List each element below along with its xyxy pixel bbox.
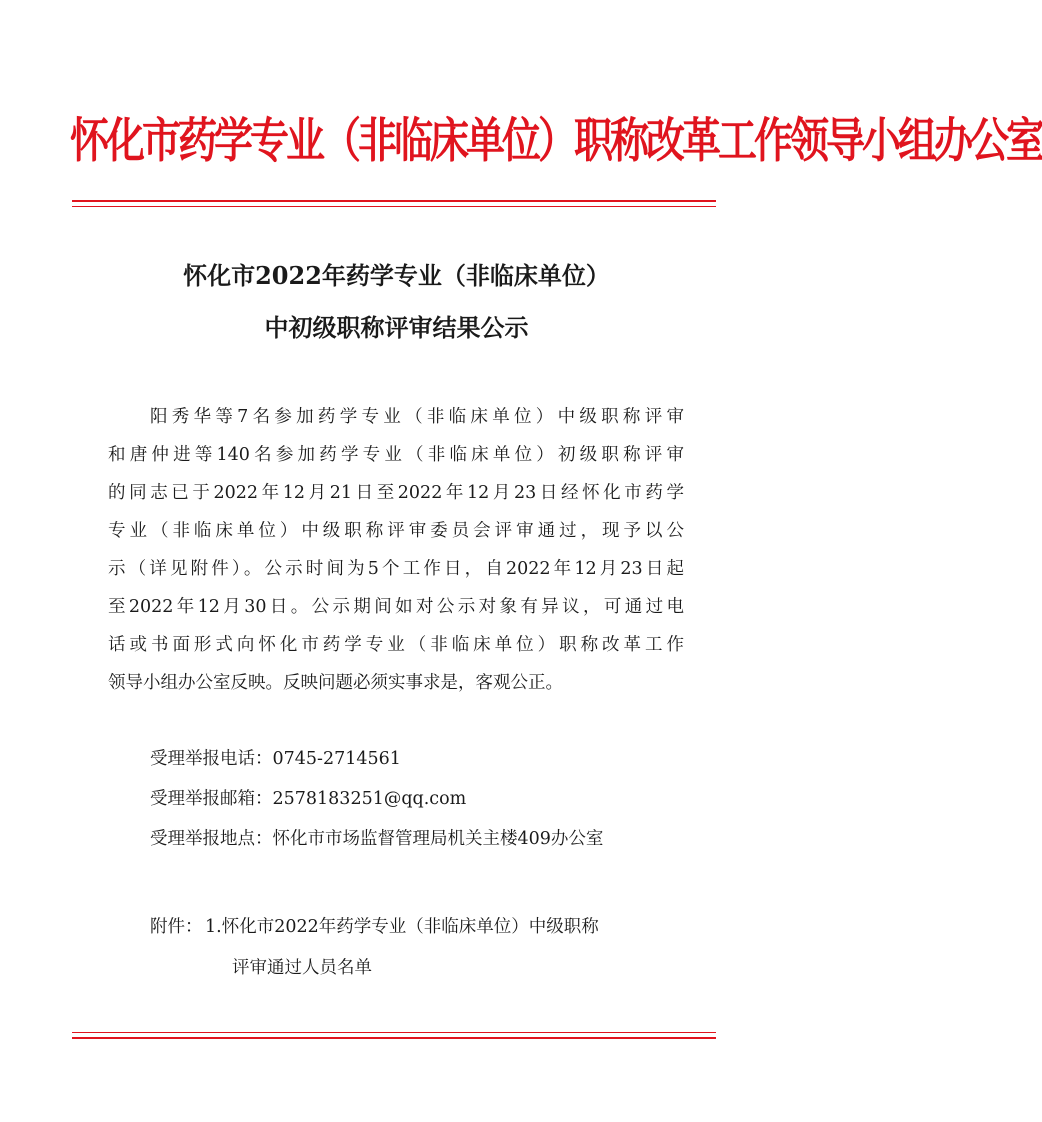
document-title-line-1: 怀化市2022年药学专业（非临床单位）	[183, 261, 610, 290]
contact-phone: 受理举报电话：0745-2714561	[150, 749, 401, 769]
body-line-8: 领导小组办公室反映。反映问题必须实事求是，客观公正。	[108, 673, 563, 693]
header-rule-thick	[72, 200, 716, 202]
attachment-item-1-line-1: 1.怀化市2022年药学专业（非临床单位）中级职称	[205, 917, 599, 937]
header-org-name: 怀化市药学专业（非临床单位）职称改革工作领导小组办公室	[70, 114, 1042, 169]
body-line-6: 至2022年12月30日。公示期间如对公示对象有异议，可通过电	[108, 597, 684, 617]
body-line-4: 专业（非临床单位）中级职称评审委员会评审通过，现予以公	[108, 521, 684, 541]
contact-address: 受理举报地点：怀化市市场监督管理局机关主楼409办公室	[150, 829, 604, 849]
attachment-label: 附件：	[150, 917, 203, 937]
body-line-2: 和唐仲进等140名参加药学专业（非临床单位）初级职称评审	[108, 445, 684, 465]
body-line-7: 话或书面形式向怀化市药学专业（非临床单位）职称改革工作	[108, 635, 684, 655]
body-line-5: 示（详见附件）。公示时间为5个工作日，自2022年12月23日起	[108, 559, 684, 579]
document-title-line-2: 中初级职称评审结果公示	[264, 313, 529, 342]
contact-email: 受理举报邮箱：2578183251@qq.com	[150, 789, 467, 809]
body-line-1: 阳秀华等7名参加药学专业（非临床单位）中级职称评审	[150, 407, 684, 427]
footer-rule-top	[72, 1032, 716, 1033]
attachment-item-1-line-2: 评审通过人员名单	[232, 958, 372, 978]
body-line-3: 的同志已于2022年12月21日至2022年12月23日经怀化市药学	[108, 483, 684, 503]
header-rule-thin	[72, 206, 716, 207]
footer-rule-bottom	[72, 1037, 716, 1039]
